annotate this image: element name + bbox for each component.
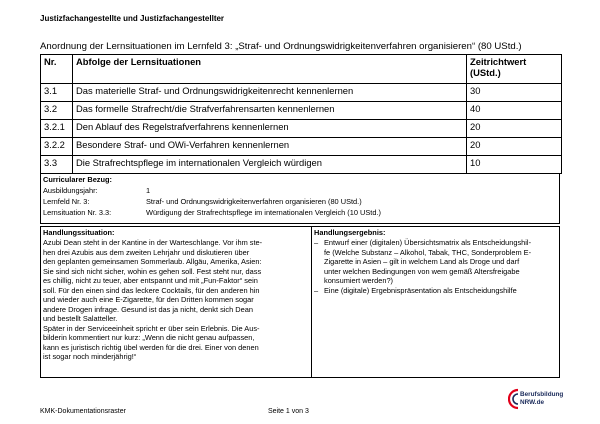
cell-title: Besondere Straf- und OWi-Verfahren kennenlernen [73,138,467,156]
result-line: – Entwurf einer (digitalen) Übersichtsmatrix als Entscheidungshil- [324,238,532,247]
handlungsergebnis-title: Handlungsergebnis: [314,228,386,237]
cell-title: Das formelle Strafrecht/die Strafverfahrensarten kennenlernen [73,102,467,120]
curricular-row-lernsituation [43,207,557,218]
footer-page-number: Seite 1 von 3 [268,408,309,415]
cell-time: 40 [467,102,562,120]
curricular-value: Würdigung der Strafrechtspflege im internationalen Vergleich (10 UStd.) [146,208,381,218]
situation-line: Sie sind sich nicht sicher, wohin es gehen soll. Fest steht nur, dass [43,266,262,276]
cell-time: 20 [467,138,562,156]
document-header: Justizfachangestellte und Justizfachangestellter [40,14,225,23]
logo-text [520,391,563,406]
situation-line: und bestellt Salatteller. [43,314,118,323]
lernsituationen-table [40,54,562,174]
situation-line: Später in der Serviceeinheit spricht er über sein Erlebnis. Die Aus- [43,323,260,333]
result-line: – Eine (digitale) Ergebnispräsentation als Entscheidungshilfe [324,285,517,295]
list-item [314,238,557,286]
result-line: Zigarette in Asien – gilt in welchem Land als Droge und darf [324,257,520,266]
curricular-label: Lernfeld Nr. 3: [43,197,90,207]
situation-line: den geplanten gemeinsamen Sommerlaub. Allgäu, Amerika, Asien: [43,257,262,266]
situation-result-box [40,226,560,378]
situation-line: Azubi Dean steht in der Kantine in der Warteschlange. Vor ihm ste- [43,238,263,247]
table-row [41,138,562,156]
handlungssituation-text [43,238,309,362]
result-line: fe (Welche Substanz – Alkohol, Tabak, THC, Sonderproblem E- [324,247,532,257]
curricular-value: 1 [146,186,151,195]
column-header-zeitrichtwert: Zeitrichtwert (UStd.) [467,55,562,84]
curricular-row-lernfeld [43,196,557,207]
curricular-reference-title: Curricularer Bezug: [43,175,112,184]
situation-line: soll. Für den einen sind das leckere Cocktails, für den anderen hin [43,285,260,295]
result-line: unter welchen Bedingungen von wem gemäß Altersfreigabe [324,266,520,276]
list-item [314,286,557,296]
handlungssituation-column [41,227,312,377]
logo-text-line: NRW.de [520,398,545,406]
footer-document-name: KMK-Dokumentationsraster [40,408,126,415]
table-row [41,120,562,138]
table-header-row [41,55,562,84]
table-row [41,102,562,120]
table-row [41,156,562,174]
logo-arc-icon [508,388,520,410]
column-header-nr: Nr. [41,55,73,84]
cell-title: Das materielle Straf- und Ordnungswidrigkeitenrecht kennenlernen [73,84,467,102]
cell-title: Die Strafrechtspflege im internationalen Vergleich würdigen [73,156,467,174]
curricular-reference-box [40,173,560,224]
handlungssituation-title: Handlungssituation: [43,228,115,237]
handlungsergebnis-list [314,238,557,295]
cell-time: 20 [467,120,562,138]
situation-line: kann es juristisch richtig übel werden für die drei. Einer von denen [43,342,259,352]
table-row [41,84,562,102]
cell-title: Den Ablauf des Regelstrafverfahrens kennenlernen [73,120,467,138]
situation-line: ist sogar noch minderjährig!“ [43,352,137,361]
logo-text-line: Berufsbildung [520,391,564,398]
situation-line: es chillig, nicht zu teuer, aber entspannt und mit „Fun-Faktor“ sein [43,276,258,285]
berufsbildung-nrw-logo [508,388,564,412]
curricular-row-ausbildungsjahr [43,185,557,196]
cell-nr: 3.2 [41,102,73,120]
situation-line: hen drei Azubis aus dem zweiten Lehrjahr und diskutieren über [43,247,250,257]
cell-nr: 3.1 [41,84,73,102]
cell-nr: 3.2.1 [41,120,73,138]
curricular-label: Lernsituation Nr. 3.3: [43,208,112,218]
situation-line: andere Drogen infrage. Gesund ist das ja nicht, denkt sich Dean [43,304,253,314]
handlungsergebnis-column [312,227,559,377]
cell-time: 10 [467,156,562,174]
cell-nr: 3.3 [41,156,73,174]
situation-line: bilderin kommentiert nur kurz: „Wenn die nicht genau aufpassen, [43,333,255,342]
intro-text: Anordnung der Lernsituationen im Lernfeld 3: „Straf- und Ordnungswidrigkeitenverfahren organisieren“ (80 UStd.) [40,41,522,52]
curricular-label: Ausbildungsjahr: [43,186,98,195]
result-line: konsumiert werden?) [324,276,394,285]
cell-nr: 3.2.2 [41,138,73,156]
situation-line: und wieder auch eine E-Zigarette, für den Dritten kommen sogar [43,295,254,304]
column-header-abfolge: Abfolge der Lernsituationen [73,55,467,84]
curricular-value: Straf- und Ordnungswidrigkeitenverfahren organisieren (80 UStd.) [146,197,362,207]
cell-time: 30 [467,84,562,102]
